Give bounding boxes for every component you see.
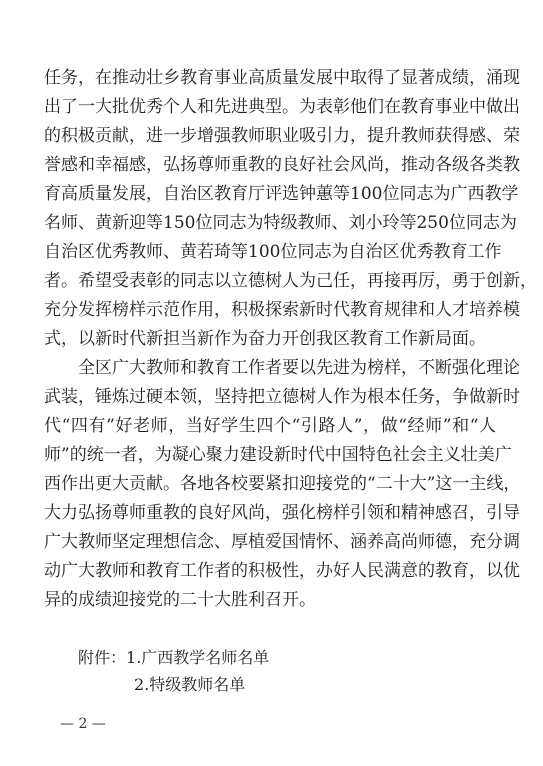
body-text [44, 64, 537, 615]
paragraph-1-line-7: 自治区优秀教师、黄若琦等100位同志为自治区优秀教育工作 [44, 242, 502, 262]
paragraph-1-line-8: 者。希望受表彰的同志以立德树人为己任，再接再厉，勇于创新， [44, 271, 537, 291]
attachment-row-1 [78, 644, 269, 671]
paragraph-1-line-5: 育高质量发展，自治区教育厅评选钟蕙等100位同志为广西教学 [44, 184, 519, 204]
paragraph-1-line-4: 誉感和幸福感，弘扬尊师重教的良好社会风尚，推动各级各类教 [44, 155, 520, 175]
paragraph-1-line-6: 名师、黄新迎等150位同志为特级教师、刘小玲等250位同志为 [44, 213, 517, 233]
paragraph-2-line-1: 全区广大教师和教育工作者要以先进为榜样，不断强化理论 [78, 358, 520, 378]
paragraph-2-line-7: 广大教师坚定理想信念、厚植爱国情怀、涵养高尚师德，充分调 [44, 532, 520, 552]
paragraph-2-line-2: 武装，锤炼过硬本领，坚持把立德树人作为根本任务，争做新时 [44, 387, 520, 407]
paragraph-1-line-2: 出了一大批优秀个人和先进典型。为表彰他们在教育事业中做出 [44, 97, 520, 117]
paragraph-2-line-4: 师”的统一者，为凝心聚力建设新时代中国特色社会主义壮美广 [44, 445, 512, 465]
paragraph-2-line-8: 动广大教师和教育工作者的积极性，办好人民满意的教育，以优 [44, 561, 520, 581]
paragraph-1-line-10: 式，以新时代新担当新作为奋力开创我区教育工作新局面。 [44, 329, 486, 349]
attachment-item-2: 2.特级教师名单 [134, 675, 246, 694]
paragraph-2-line-9: 异的成绩迎接党的二十大胜利召开。 [44, 590, 316, 610]
paragraph-1-line-3: 的积极贡献，进一步增强教师职业吸引力，提升教师获得感、荣 [44, 126, 520, 146]
paragraph-1-line-1: 任务，在推动壮乡教育事业高质量发展中取得了显著成绩，涌现 [44, 68, 520, 88]
page-number: — 2 — [60, 716, 106, 732]
paragraph-1-line-9: 充分发挥榜样示范作用，积极探索新时代教育规律和人才培养模 [44, 300, 520, 320]
paragraph-2-line-6: 大力弘扬尊师重教的良好风尚，强化榜样引领和精神感召，引导 [44, 503, 520, 523]
attachment-row-2 [78, 671, 269, 698]
attachments-label: 附件： [78, 648, 127, 667]
attachment-item-1: 1.广西教学名师名单 [126, 648, 270, 667]
paragraph-2-line-3: 代“四有”好老师，当好学生四个“引路人”，做“经师”和“人 [44, 416, 496, 436]
paragraph-2-line-5: 西作出更大贡献。各地各校要紧扣迎接党的“二十大”这一主线， [44, 474, 521, 494]
attachments-list [78, 644, 269, 698]
